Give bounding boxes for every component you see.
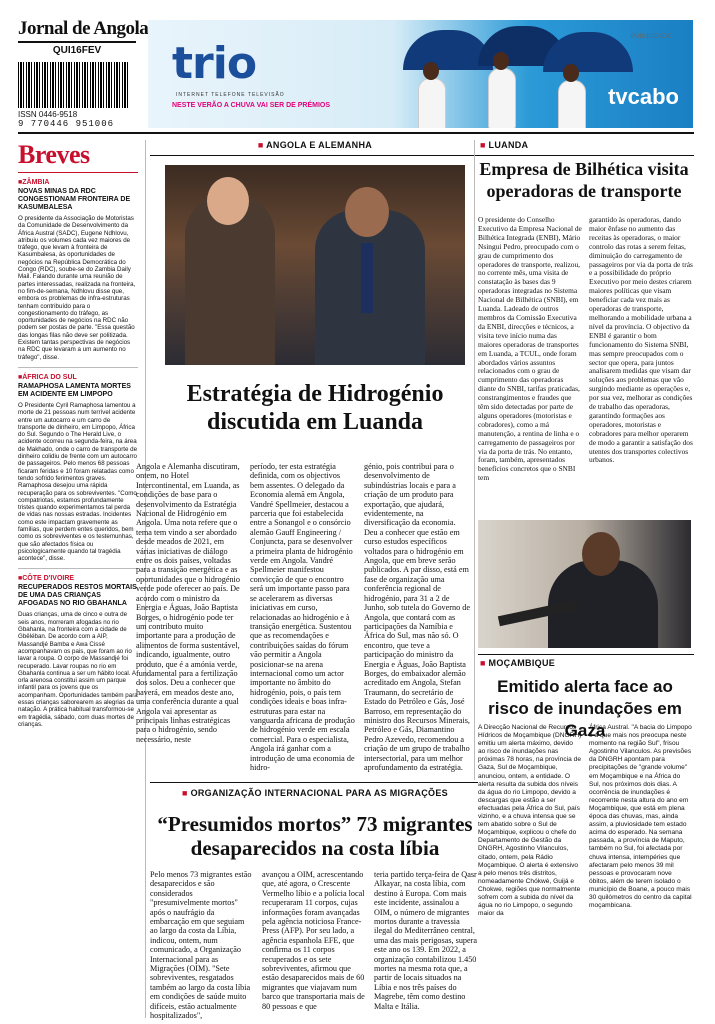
article-column: Pelo menos 73 migrantes estão desaparecidos e são considerados "presumivelmente mortos" após o naufrágio da embarcação em que seguiam ao largo da costa da Líbia, indicou, ontem, num comunicado, a Organização Internacional para as Migrações (OIM). "Sete sobreviventes, resgatados também ao largo da costa líbia em condições de saúde muito difíceis, estão actualmente hospitalizados", bbox=[150, 870, 252, 1021]
section-rule bbox=[478, 654, 694, 655]
brief-body: O presidente da Associação de Motoristas da Comunidade de Desenvolvimento da África Austral (SADC), Eugene Ndhlovu, atribuiu os volumes cada vez maiores de tráfego, que levam à fronteira de Kasumbalesa, às oportunidades de negócios na República Democrática do Congo (RDC), soube-se do Zambia Daily Mail. Falando durante uma reunião de partes interessadas, realizada na fronteira, no fim-de-semana, Ndhlovu disse que, embora os problemas de infra-estruturas tenham contribuído para o congestionamento do tráfego, as oportunidades de negócios na RDC não podem ser postas de parte. "Essa questão das longas filas não deve ser politizada. Existem tantas perspectivas de negócios na RDC que levaram a um aumento no tráfego", disse. bbox=[18, 215, 136, 361]
brief-region: ■ CÔTE D'IVOIRE bbox=[18, 575, 138, 582]
ad-brand: tvcabo bbox=[608, 84, 679, 109]
migration-headline[interactable]: “Presumidos mortos” 73 migrantes desaparecidos na costa líbia bbox=[157, 812, 473, 860]
section-label bbox=[150, 788, 480, 798]
newspaper-title: Jornal de Angola bbox=[18, 18, 149, 39]
person-figure bbox=[558, 80, 586, 128]
mozambique-headline[interactable]: Emitido alerta face ao risco de inundações em Gaza bbox=[488, 677, 682, 740]
square-icon: ■ bbox=[182, 788, 191, 798]
article-column: A Direcção Nacional de Recursos Hídricos de Moçambique (DNGRH) emitiu um alerta máximo, devido ao risco de inundações nas próximas 78 horas, na província de Gaza, Sul de Moçambique, anunciou, ontem, a entidade. O alerta resulta da subida dos níveis da água do rio Limpopo, devido a descargas que estão a ser efectuadas pela África do Sul, país vizinho, e a chuva intensa que se tem abatido sobre o Sul de Moçambique, explicou o chefe do Departamento de Gestão da DNGRH, Agostinho Vilanculos, citado, ontem, pela Rádio Moçambique. O alerta é extensivo a pelo menos três distritos, nomeadamente Chókwè, Guijá e Chokwe, regiões que normalmente sofrem com a subida do nível da água no rio Limpopo, o segundo maior da bbox=[478, 724, 582, 918]
brief-region: ■ ZÂMBIA bbox=[18, 179, 138, 186]
square-icon: ■ bbox=[480, 658, 489, 668]
section-rule bbox=[150, 782, 478, 783]
issn: ISSN 0446-9518 bbox=[18, 110, 78, 119]
section-rule bbox=[478, 155, 694, 156]
header-rule bbox=[18, 132, 694, 134]
breves-title: Breves bbox=[18, 140, 90, 169]
main-headline[interactable]: Estratégia de Hidrogénio discutida em Luanda bbox=[186, 381, 444, 435]
column-divider bbox=[474, 140, 475, 780]
person-head bbox=[563, 64, 579, 82]
section-label-text: ANGOLA E ALEMANHA bbox=[266, 140, 373, 150]
right-headline[interactable]: Empresa de Bilhética visita operadoras de transporte bbox=[479, 159, 689, 201]
section-label-text: ORGANIZAÇÃO INTERNACIONAL PARA AS MIGRAÇÕES bbox=[190, 788, 448, 798]
issue-date: QUI16FEV bbox=[52, 45, 102, 56]
ad-label: PUBLICIDADE bbox=[630, 34, 671, 40]
brief-body: Duas crianças, uma de cinco e outra de seis anos, morreram afogadas no rio Gbahanla, na fronteira com a cidade de Gbêléban. De acordo com a AIP, Massandjé Bamba e Awa Cissé acompanhavam os pais, que foram ao rio lavar a roupa. O corpo de Massandjé foi recuperado. Lavar roupas no rio em Gbahanla continua a ser um hábito local. A orla arenosa constitui assim um parque infantil para os jovens que os acompanham. Oportunidades também para essas crianças saborearem as alegrias da natação. A prática habitual transformou-se em tragédia, sábado, com duas mortes de crianças. bbox=[18, 611, 138, 728]
section-label-text: MOÇAMBIQUE bbox=[488, 658, 556, 668]
article-column: teria partido terça-feira de Qasr Alkayar, na costa líbia, com destino à Europa. Com mais este incidente, assinalou a OIM, o número de migrantes mortos durante a travessia ilegal do Mediterrâneo central, uma das mais perigosas, supera este ano os 139. Em 2022, a organização contabilizou 1.450 mortes na mesma rota que, a partir de locais situados na Líbia e nos três países do Magrebe, têm como destino Malta e Itália. bbox=[374, 870, 477, 1011]
story-photo[interactable] bbox=[165, 165, 465, 365]
divider bbox=[18, 568, 138, 569]
masthead bbox=[18, 18, 149, 130]
ad-slogan: NESTE VERÃO A CHUVA VAI SER DE PRÉMIOS bbox=[172, 102, 331, 109]
divider bbox=[18, 367, 138, 368]
article-column: garantido às operadoras, dando maior ênfase no aumento das receitas às operadoras, o maior controlo das rotas a serem feitas, diminuição do carregamento de passageiros por via da porta de trás e a possibilidade do próprio Executivo por meio destes criarem maiores políticas que visam beneficiar cada vez mais as operadoras de transporte, melhorando a mobilidade urbana a nível da província. O objectivo da ENBI é garantir o bom funcionamento do Sistema SNBI, mas sempre preocupados com o sector que opera, para juntos analisarem medidas que visam dar soluções aos problemas que vão surgindo mediante as operações e, por sua vez, melhorar as condições de trabalho das operadoras, garantindo formações aos operadores, motoristas e cobradores para melhor operarem de modo a garantir a satisfação dos utentes dos transportes colectivos urbanos. bbox=[589, 215, 693, 465]
brief-headline[interactable]: RECUPERADOS RESTOS MORTAIS DE UMA DAS CRIANÇAS AFOGADAS NO RIO GBAHANLA bbox=[18, 584, 137, 608]
brief-headline[interactable]: RAMAPHOSA LAMENTA MORTES EM ACIDENTE EM LIMPOPO bbox=[18, 382, 131, 398]
person-figure bbox=[488, 68, 516, 128]
brief-body: O Presidente Cyril Ramaphosa lamentou a morte de 21 pessoas num terrível acidente entre um autocarro e um carro de transporte de dinheiro, em Limpopo, África do Sul. Segundo o The Herald Live, o acidente ocorreu na segunda-feira, na área de Makhado, onde o carro de transporte de dinheiro colidiu de frente com um autocarro de passageiros. Pelo menos 68 pessoas ficaram feridas e 10 foram relatadas como tendo sofrido ferimentos graves. Ramaphosa desejou uma rápida recuperação para os sobreviventes. "Como compatriotas, estamos profundamente tristes quando experimentamos tal perda de vidas nas nossas estradas. Incidentes como este impactam gravemente as famílias, que perdem entes queridos, bem como os sobreviventes e os testemunhas, que são afectados física ou psicologicamente quando tal tragédia acontece", disse. bbox=[18, 401, 138, 563]
face-left bbox=[207, 177, 249, 225]
square-icon: ■ bbox=[480, 140, 489, 150]
article-column: Angola e Alemanha discutiram, ontem, no Hotel Intercontinental, em Luanda, as condições de base para o desenvolvimento da Estratégia Nacional de Hidrogénio em Angola. Uma nota refere que o tema tem vindo a ser abordado desde meados de 2021, em várias iniciativas de diálogo entre os dois países, voltadas para a transição energética e as oportunidades que o hidrogénio verde pode oferecer ao país. De acordo com o ministro da Energia e Águas, João Baptista Borges, o hidrogénio pode ter um contributo muito importante para a produção de alimentos de forma sustentável, indicando, igualmente, outro produto, que é a amónia verde, fundamental para a fertilização dos solos. Deu a conhecer que haverá, em meados deste ano, uma conferência durante a qual Angola vai apresentar as principais linhas estratégicas para o hidrogénio, sendo necessário, neste bbox=[136, 462, 240, 744]
speaker-face bbox=[582, 532, 620, 576]
barcode-number: 9 770446 951006 bbox=[18, 119, 115, 129]
article-column: génio, pois contribui para o desenvolvimento de subindústrias locais e para a criação de um produto para exportação, que ajudará, evidentemente, na diversificação da economia. Deu a conhecer que estão em curso estudos específicos voltados para o hidrogénio em Angola, que em breve serão publicados. A par disso, está em fase de organização uma conferência regional de hidrogénio, para 31 a 2 de Junho, sob tutela do Governo de Angola, que contará com as participações da Namíbia e África do Sul, mas não só. O encontro, que teve a participação do ministro da Energia e Águas, João Baptista Borges, do embaixador alemão acreditado em Angola, Stefan Traumann, do secretário de Estado do Petróleo e Gás, José Barroso, em representação do ministro dos Recursos Minerais, Petróleo e Gás, Diamantino Pedro Azevedo, recomendou a criação de um grupo de trabalho intersectorial, para um melhor aprofundamento da estratégia. bbox=[364, 462, 470, 772]
ad-services: INTERNET TELEFONE TELEVISÃO bbox=[176, 92, 285, 98]
section-label bbox=[480, 140, 690, 150]
person-figure bbox=[418, 78, 446, 128]
ad-logo: trio bbox=[172, 38, 257, 89]
barcode bbox=[18, 62, 128, 108]
section-label bbox=[480, 658, 690, 668]
section-label bbox=[150, 140, 480, 150]
article-column: O presidente do Conselho Executivo da Empresa Nacional de Bilhética Integrada (ENBI), Mário Nsingui Pedro, preocupado com o grau de cumprimento dos operadores de transporte, realizou, no corrente mês, uma visita de constatação às bases das 9 operadoras integradas no Sistema Nacional de Bilhética (SNBI), em Luanda. Ladeado de outros membros da Comissão Executiva da ENBI, direcções e técnicos, a visita teve início numa das maiores operadoras de transportes em Luanda, a TCUL, onde foram abordados vários assuntos relacionados com o grau de cumprimento das operadoras diante do SNBI, tarifas praticadas, constrangimentos e fraudes que têm sido detectadas por parte de alguns operadores (motoristas e cobradores), como a má manutenção, a rentina de linha e o carregamento de passageiros por via da porta de trás. No entanto, foram, também, apresentados benefícios concretos que o SNBI tem bbox=[478, 215, 582, 483]
brief-region: ■ ÁFRICA DO SUL bbox=[18, 374, 138, 381]
brief-headline[interactable]: NOVAS MINAS DA RDC CONGESTIONAM FRONTEIRA DE KASUMBALESA bbox=[18, 188, 131, 211]
advertisement-banner[interactable] bbox=[148, 20, 693, 128]
breves-column bbox=[18, 140, 138, 728]
article-column: período, ter esta estratégia definida, com os objectivos bem assentes. O delegado da Economia alemã em Angola, Vandré Spellmeier, destacou a parceria que foi estabelecida entre a Sonangol e o consórcio alemão Gauff Engineering / Conjuncta, para se desenvolver a primeira planta de hidrogénio verde em Angola. Vandré Spellmeier manifestou convicção de que o encontro será um importante passo para se acelerarem as diversas iniciativas em curso, relacionadas ao hidrogénio e à transição energética. Sustentou que as recomendações e contribuições saídas do fórum vão permitir a Angola posicionar-se na arena internacional como um actor importante no âmbito do hidrogénio, pois, o país tem condições ideais e boas infra-estruturas para estar na vanguarda africana de produção de hidrogénio verde em escala comercial. Para o especialista, Angola irá ganhar com a introdução de uma economia de hidro- bbox=[250, 462, 355, 772]
section-rule bbox=[150, 155, 478, 156]
face-right bbox=[345, 187, 389, 237]
square-icon: ■ bbox=[257, 140, 267, 150]
story-photo[interactable] bbox=[478, 520, 691, 648]
person-head bbox=[423, 62, 439, 80]
article-column: África Austral. "A bacia do Limpopo é a que mais nos preocupa neste momento na região Sul", frisou Agostinho Vilanculos. As previsões da DNGRH apontam para precipitações de "grande volume" em Moçambique e na África do Sul, nos próximos dois dias. A ocorrência de inundações é recorrente nesta altura do ano em Moçambique, que está em plena época das chuvas, mas, ainda assim, a pluviosidade tem estado acima do esperado. Na semana passada, a província de Maputo, também no Sul, foi afectada por chuva intensa, intempéries que afectaram pelo menos 39 mil pessoas e provocaram nove óbitos, além de terem isolado o município de Boane, a pouco mais 30 quilómetros do centro da capital moçambicana. bbox=[589, 724, 692, 910]
section-label-text: LUANDA bbox=[488, 140, 529, 150]
article-column: avançou a OIM, acrescentando que, até agora, o Crescente Vermelho líbio e a polícia local recuperaram 11 corpos, cujas informações foram avançadas pela agência noticiosa France-Press (AFP). Por seu lado, a agência espanhola EFE, que confirma os 11 corpos recuperados e os sete sobreviventes, afirmou que estão desaparecidos mais de 60 migrantes que viajavam num barco que transportaria mais de 80 pessoas e que bbox=[262, 870, 365, 1011]
person-head bbox=[493, 52, 509, 70]
tie bbox=[361, 243, 373, 313]
